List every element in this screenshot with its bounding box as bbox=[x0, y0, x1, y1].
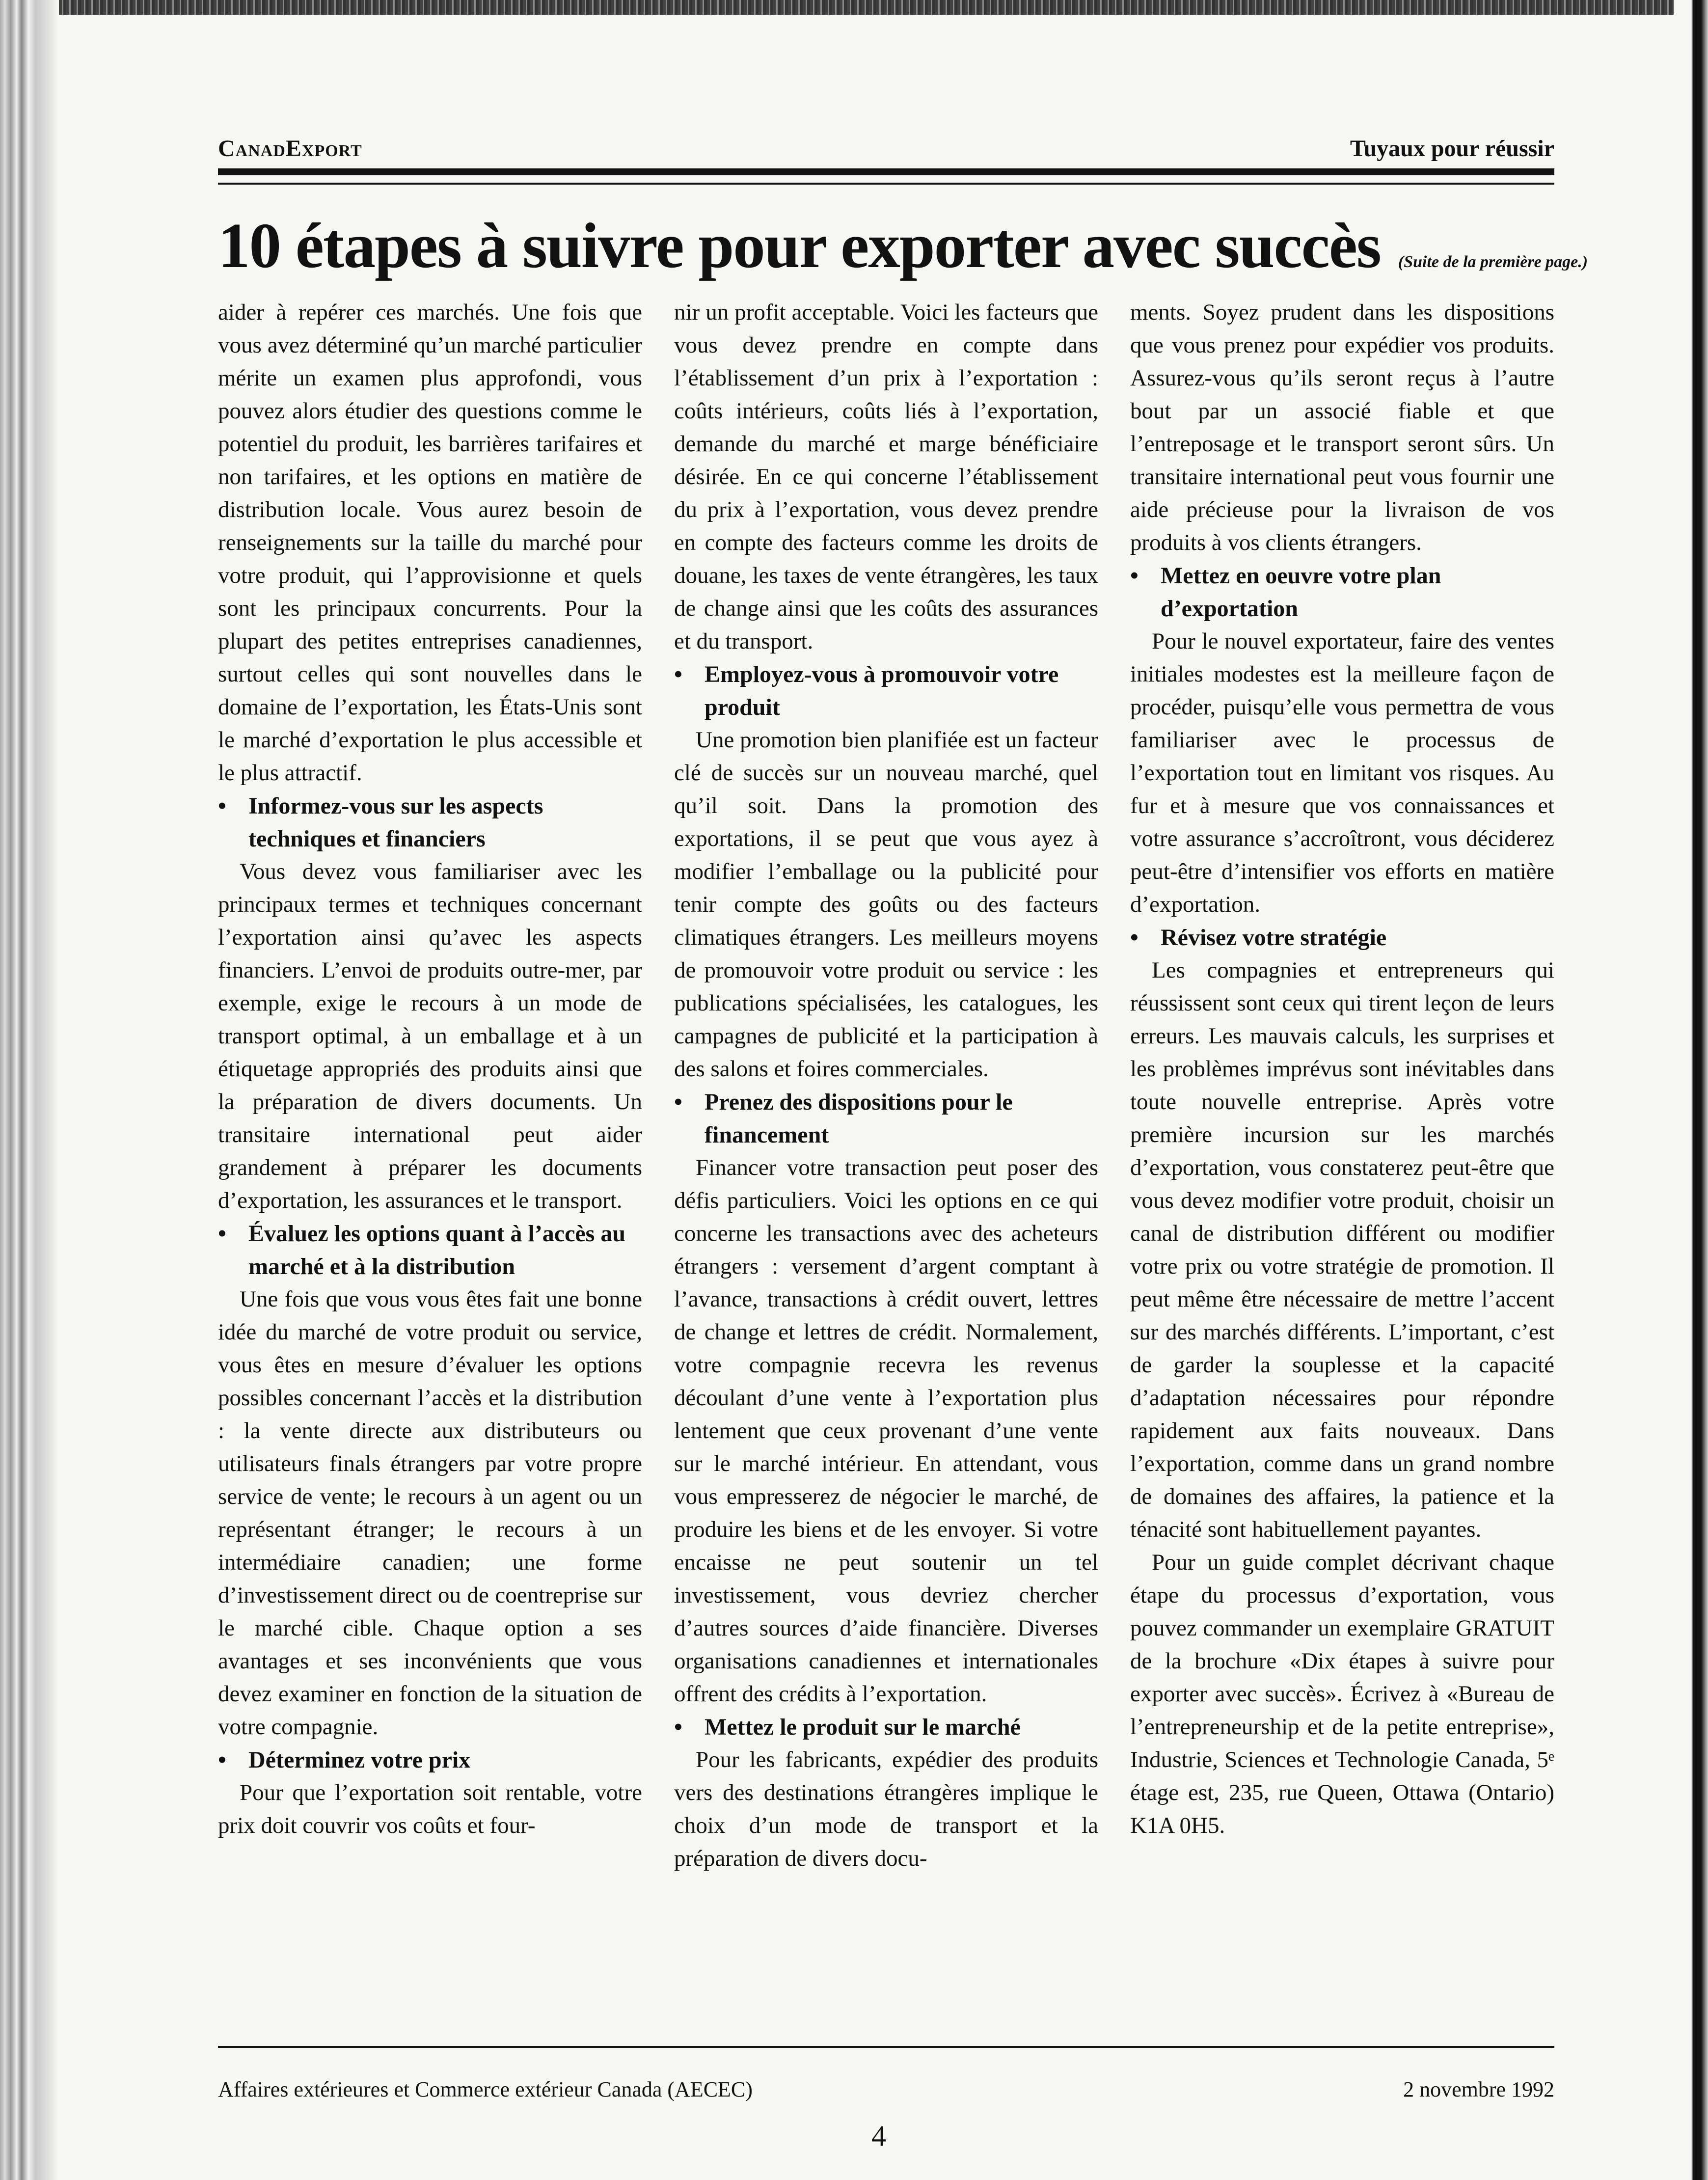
paragraph: Pour un guide complet décrivant chaque étape du processus d’exportation, vous pouvez commander un exemplaire GRATUIT de la brochure «Dix étapes à suivre pour exporter avec succès». Écrivez à «Bureau de l’entrepreneurship et de la petite entreprise», Industrie, Sciences et Technologie Canada, 5ᵉ étage est, 235, rue Queen, Ottawa (Ontario) K1A 0H5. bbox=[1130, 1550, 1554, 1838]
step-heading bbox=[218, 790, 642, 855]
article-title-block bbox=[218, 209, 1588, 287]
column-2 bbox=[674, 296, 1098, 2029]
step-heading bbox=[1130, 921, 1554, 954]
bullet-icon: • bbox=[674, 1089, 682, 1115]
paragraph: Une promotion bien planifiée est un facteur clé de succès sur un nouveau marché, quel qu’il soit. Dans la promotion des exportations, il se peut que vous ayez à modifier l’emballage ou la publicité pour tenir compte des goûts ou des facteurs climatiques étrangers. Les meilleurs moyens de promouvoir votre produit ou service : les publications spécialisées, les catalogues, les campagnes de publicité et la participation à des salons et foires commerciales. bbox=[674, 727, 1098, 1082]
step-heading bbox=[674, 1086, 1098, 1151]
step-heading-text: Employez-vous à promouvoir votre produit bbox=[705, 661, 1059, 720]
step-heading-text: Mettez en oeuvre votre plan d’exportation bbox=[1161, 563, 1441, 622]
issue-date: 2 novembre 1992 bbox=[1403, 2077, 1554, 2101]
paragraph: Financer votre transaction peut poser des défis particuliers. Voici les options en ce qui concerne les transactions avec des acheteurs étrangers : versement d’argent comptant à l’avance, transactions à crédit ouvert, lettres de change et lettres de crédit. Normalement, votre compagnie recevra les revenus découlant d’une vente à l’exportation plus lentement que ceux provenant d’une vente sur le marché intérieur. En attendant, vous vous empresserez de négocier le marché, de produire les biens et de les envoyer. Si votre encaisse ne peut soutenir un tel investissement, vous devriez chercher d’autres sources d’aide financière. Diverses organisations canadiennes et internationales offrent des crédits à l’exportation. bbox=[674, 1155, 1098, 1707]
bullet-icon: • bbox=[674, 1714, 682, 1740]
bullet-icon: • bbox=[674, 661, 682, 687]
step-heading-text: Évaluez les options quant à l’accès au marché et à la distribution bbox=[248, 1221, 626, 1280]
paragraph: Pour les fabricants, expédier des produits vers des destinations étrangères implique le choix d’un mode de transport et la préparation de divers docu- bbox=[674, 1747, 1098, 1871]
page-footer bbox=[218, 2072, 1554, 2106]
bullet-icon: • bbox=[1130, 925, 1139, 951]
step-heading bbox=[218, 1744, 642, 1776]
paragraph: Pour que l’exportation soit rentable, votre prix doit couvrir vos coûts et four- bbox=[218, 1780, 642, 1838]
step-heading bbox=[218, 1217, 642, 1283]
step-heading-text: Informez-vous sur les aspects techniques et financiers bbox=[248, 793, 543, 852]
paragraph: ments. Soyez prudent dans les dispositions que vous prenez pour expédier vos produits. Assurez-vous qu’ils seront reçus à l’autre bout par un associé fiable et que l’entreposage et le transport seront sûrs. Un transitaire international peut vous fournir une aide précieuse pour la livraison de vos produits à vos clients étrangers. bbox=[1130, 300, 1554, 555]
step-heading-text: Révisez votre stratégie bbox=[1161, 925, 1387, 951]
header-rule-thick bbox=[218, 168, 1554, 175]
publication-name: CanadExport bbox=[218, 136, 362, 162]
section-title: Tuyaux pour réussir bbox=[1350, 136, 1554, 162]
paragraph: Vous devez vous familiariser avec les principaux termes et techniques concernant l’exportation ainsi qu’avec les aspects financiers. L’envoi de produits outre-mer, par exemple, exige le recours à un mode de transport optimal, à un emballage et à un étiquetage appropriés des produits ainsi que la préparation de divers documents. Un transitaire international peut aider grandement à préparer les documents d’exportation, les assurances et le transport. bbox=[218, 859, 642, 1213]
column-1 bbox=[218, 296, 642, 2029]
scan-edge-top bbox=[0, 0, 1708, 15]
paragraph: aider à repérer ces marchés. Une fois que vous avez déterminé qu’un marché particulier mérite un examen plus approfondi, vous pouvez alors étudier des questions comme le potentiel du produit, les barrières tarifaires et non tarifaires, et les options en matière de distribution locale. Vous aurez besoin de renseignements sur la taille du marché pour votre produit, qui l’approvisionne et quels sont les principaux concurrents. Pour la plupart des petites entreprises canadiennes, surtout celles qui sont nouvelles dans le domaine de l’exportation, les États-Unis sont le marché d’exportation le plus accessible et le plus attractif. bbox=[218, 300, 642, 786]
continued-note: (Suite de la première page.) bbox=[1398, 253, 1588, 271]
paragraph: Pour le nouvel exportateur, faire des ventes initiales modestes est la meilleure façon de procéder, puisqu’elle vous permettra de vous familiariser avec le processus de l’exportation tout en limitant vos risques. Au fur et à mesure que vos connaissances et votre assurance s’accroîtront, vous déciderez peut-être d’intensifier vos efforts en matière d’exportation. bbox=[1130, 628, 1554, 917]
page-number: 4 bbox=[871, 2120, 886, 2152]
step-heading bbox=[674, 1711, 1098, 1744]
scan-edge-right bbox=[1674, 0, 1708, 2180]
header-rule-thin bbox=[218, 183, 1554, 185]
paragraph: Les compagnies et entrepreneurs qui réussissent sont ceux qui tirent leçon de leurs erreurs. Les mauvais calculs, les surprises et les problèmes imprévus sont inévitables dans toute nouvelle entreprise. Après votre première incursion sur les marchés d’exportation, vous constaterez peut-être que vous devez modifier votre produit, choisir un canal de distribution différent ou modifier votre prix ou votre stratégie de promotion. Il peut même être nécessaire de mettre l’accent sur des marchés différents. L’important, c’est de garder la souplesse et la capacité d’adaptation nécessaires pour répondre rapidement aux faits nouveaux. Dans l’exportation, comme dans un grand nombre de domaines des affaires, la patience et la ténacité sont habituellement payantes. bbox=[1130, 957, 1554, 1542]
bullet-icon: • bbox=[218, 1747, 226, 1773]
step-heading bbox=[1130, 559, 1554, 625]
paragraph: nir un profit acceptable. Voici les facteurs que vous devez prendre en compte dans l’établissement d’un prix à l’exportation : coûts intérieurs, coûts liés à l’exportation, demande du marché et marge bénéficiaire désirée. En ce qui concerne l’établissement du prix à l’exportation, vous devez prendre en compte des facteurs comme les droits de douane, les taxes de vente étrangères, les taux de change ainsi que les coûts des assurances et du transport. bbox=[674, 300, 1098, 654]
publisher-name: Affaires extérieures et Commerce extérieur Canada (AECEC) bbox=[218, 2077, 753, 2101]
bullet-icon: • bbox=[218, 1221, 226, 1247]
page-header bbox=[218, 118, 1554, 162]
column-3 bbox=[1130, 296, 1554, 2029]
bullet-icon: • bbox=[1130, 563, 1139, 589]
step-heading-text: Prenez des dispositions pour le financement bbox=[705, 1089, 1013, 1148]
article-title: 10 étapes à suivre pour exporter avec succès bbox=[218, 210, 1381, 281]
step-heading-text: Mettez le produit sur le marché bbox=[705, 1714, 1021, 1740]
step-heading bbox=[674, 658, 1098, 724]
bullet-icon: • bbox=[218, 793, 226, 819]
footer-rule bbox=[218, 2046, 1554, 2048]
step-heading-text: Déterminez votre prix bbox=[248, 1747, 471, 1773]
paragraph: Une fois que vous vous êtes fait une bonne idée du marché de votre produit ou service, vous êtes en mesure d’évaluer les options possibles concernant l’accès et la distribution : la vente directe aux distributeurs ou utilisateurs finals étrangers par votre propre service de vente; le recours à un agent ou un représentant étranger; le recours à un intermédiaire canadien; une forme d’investissement direct ou de coentreprise sur le marché cible. Chaque option a ses avantages et ses inconvénients que vous devez examiner en fonction de la situation de votre compagnie. bbox=[218, 1286, 642, 1740]
scan-edge-left bbox=[0, 0, 59, 2180]
